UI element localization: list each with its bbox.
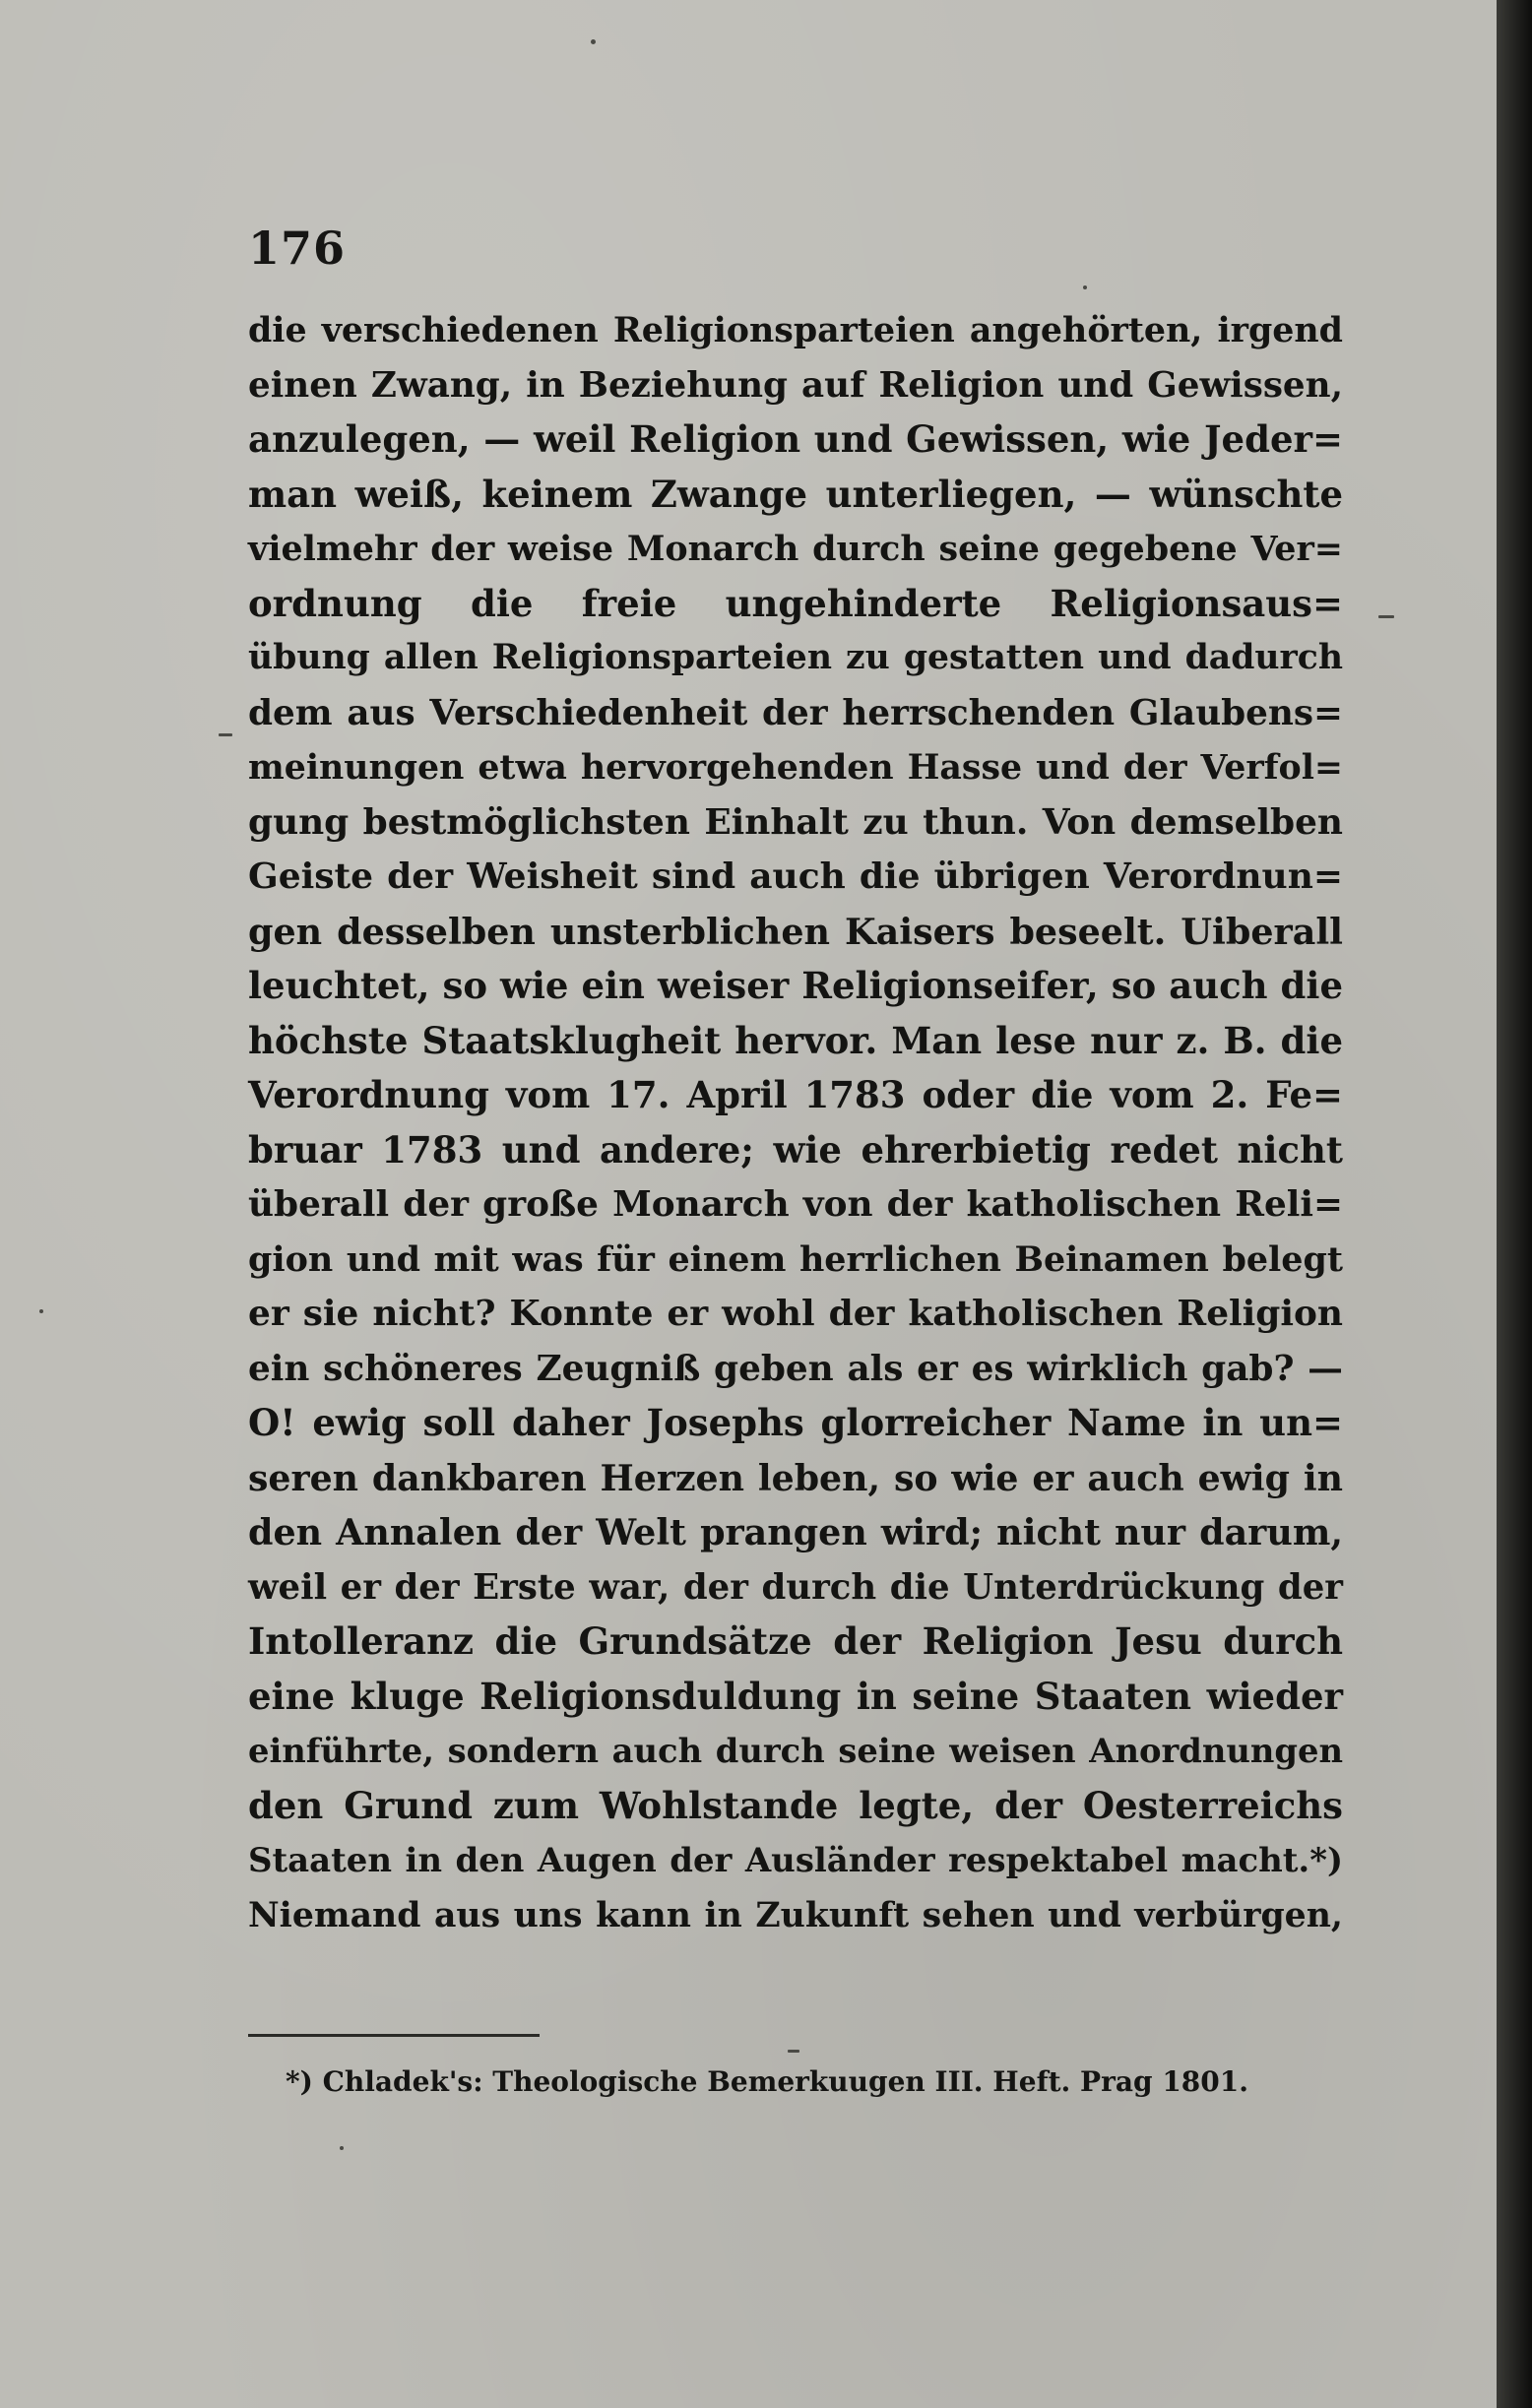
text-line: gion und mit was für einem herrlichen Beinamen belegt: [248, 1238, 1343, 1280]
page-number: 176: [248, 222, 347, 275]
text-line: gen desselben unsterblichen Kaisers beseelt. Uiberall: [248, 910, 1343, 953]
paper-speck: [340, 2146, 344, 2150]
text-line: höchste Staatsklugheit hervor. Man lese nur z. B. die: [248, 1018, 1343, 1062]
text-line: Intolleranz die Grundsätze der Religion Jesu durch: [248, 1619, 1343, 1663]
text-line: den Annalen der Welt prangen wird; nicht nur darum,: [248, 1511, 1343, 1553]
paper-speck: [219, 733, 232, 736]
text-line: überall der große Monarch von der katholischen Reli=: [248, 1183, 1343, 1225]
text-line: man weiß, keinem Zwange unterliegen, — wünschte: [248, 472, 1343, 516]
body-text: [248, 303, 1343, 1942]
text-line: dem aus Verschiedenheit der herrschenden Glaubens=: [248, 691, 1343, 733]
paper-speck: [591, 39, 596, 44]
text-line: meinungen etwa hervorgehenden Hasse und der Verfol=: [248, 747, 1343, 788]
footnote: *) Chladek's: Theologische Bemerkuugen III. Heft. Prag 1801.: [286, 2065, 1248, 2098]
text-line: den Grund zum Wohlstande legte, der Oesterreichs: [248, 1783, 1343, 1827]
paper-speck: [1378, 615, 1394, 618]
text-line: O! ewig soll daher Josephs glorreicher Name in un=: [248, 1401, 1343, 1444]
text-line: Geiste der Weisheit sind auch die übrigen Verordnun=: [248, 855, 1343, 897]
text-line: weil er der Erste war, der durch die Unterdrückung der: [248, 1566, 1343, 1608]
text-line: ordnung die freie ungehinderte Religionsaus=: [248, 581, 1343, 625]
text-line: bruar 1783 und andere; wie ehrerbietig redet nicht: [248, 1127, 1343, 1172]
text-line: anzulegen, — weil Religion und Gewissen, wie Jeder=: [248, 417, 1343, 461]
footnote-divider: [248, 2034, 540, 2037]
paper-speck: [788, 2050, 799, 2053]
text-line: ein schöneres Zeugniß geben als er es wirklich gab? —: [248, 1347, 1343, 1389]
text-line: Staaten in den Augen der Ausländer respektabel macht.*): [248, 1840, 1343, 1879]
text-line: eine kluge Religionsduldung in seine Staaten wieder: [248, 1674, 1343, 1718]
text-line: vielmehr der weise Monarch durch seine gegebene Ver=: [248, 529, 1343, 569]
text-line: einführte, sondern auch durch seine weisen Anordnungen: [248, 1731, 1343, 1770]
paper-speck: [39, 1309, 43, 1313]
text-line: gung bestmöglichsten Einhalt zu thun. Von demselben: [248, 800, 1343, 843]
text-line: Niemand aus uns kann in Zukunft sehen und verbürgen,: [248, 1894, 1343, 1935]
paper-speck: [1083, 285, 1087, 289]
text-line: einen Zwang, in Beziehung auf Religion und Gewissen,: [248, 363, 1343, 406]
page-edge-shadow: [1497, 0, 1532, 2408]
text-line: übung allen Religionsparteien zu gestatten und dadurch: [248, 638, 1343, 677]
text-line: er sie nicht? Konnte er wohl der katholischen Religion: [248, 1293, 1343, 1334]
text-line: die verschiedenen Religionsparteien angehörten, irgend: [248, 310, 1343, 350]
text-line: leuchtet, so wie ein weiser Religionseifer, so auch die: [248, 964, 1343, 1007]
text-line: seren dankbaren Herzen leben, so wie er auch ewig in: [248, 1456, 1343, 1499]
text-line: Verordnung vom 17. April 1783 oder die vom 2. Fe=: [248, 1073, 1343, 1116]
